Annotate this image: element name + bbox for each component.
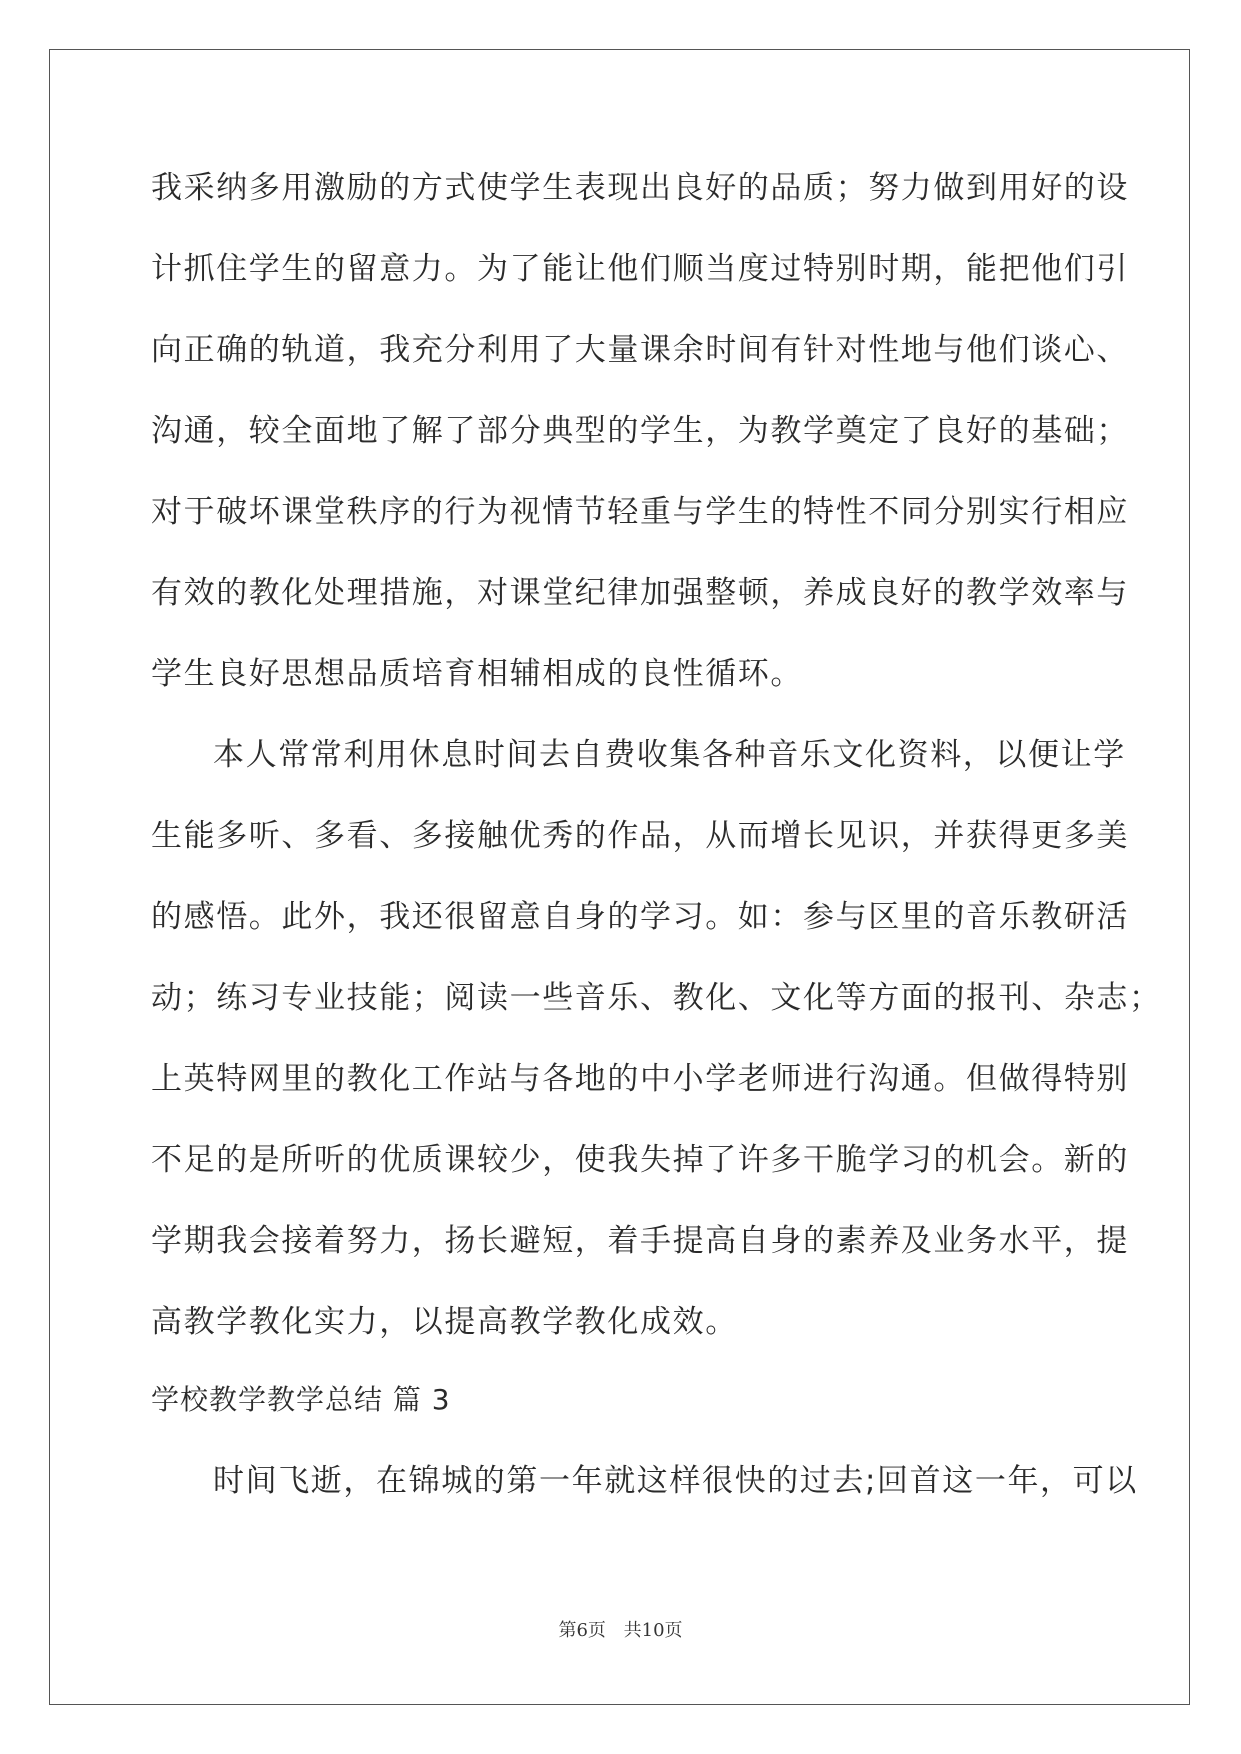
paragraph-line: 上英特网里的教化工作站与各地的中小学老师进行沟通。但做得特别 bbox=[151, 1061, 1129, 1097]
paragraph-line: 本人常常利用休息时间去自费收集各种音乐文化资料，以便让学 bbox=[213, 737, 1126, 773]
paragraph-line: 的感悟。此外，我还很留意自身的学习。如：参与区里的音乐教研活 bbox=[151, 899, 1129, 935]
paragraph-line: 生能多听、多看、多接触优秀的作品，从而增长见识，并获得更多美 bbox=[151, 818, 1129, 854]
paragraph-line: 高教学教化实力，以提高教学教化成效。 bbox=[151, 1304, 738, 1340]
paragraph-line: 我采纳多用激励的方式使学生表现出良好的品质；努力做到用好的设 bbox=[151, 170, 1129, 206]
paragraph-line: 动；练习专业技能；阅读一些音乐、教化、文化等方面的报刊、杂志； bbox=[151, 980, 1162, 1016]
section-heading: 学校教学教学总结 篇 3 bbox=[151, 1383, 451, 1416]
page-footer bbox=[0, 1616, 1241, 1642]
paragraph-line: 沟通，较全面地了解了部分典型的学生，为教学奠定了良好的基础； bbox=[151, 413, 1129, 449]
paragraph-line: 学生良好思想品质培育相辅相成的良性循环。 bbox=[151, 656, 803, 692]
paragraph-line: 计抓住学生的留意力。为了能让他们顺当度过特别时期，能把他们引 bbox=[151, 251, 1129, 287]
paragraph-line: 时间飞逝，在锦城的第一年就这样很快的过去;回首这一年，可以 bbox=[213, 1463, 1138, 1499]
paragraph-line: 学期我会接着努力，扬长避短，着手提高自身的素养及业务水平，提 bbox=[151, 1223, 1129, 1259]
page-number: 第6页 bbox=[558, 1620, 606, 1641]
page-border bbox=[49, 49, 1190, 1705]
page-total: 共10页 bbox=[623, 1620, 683, 1641]
paragraph-line: 对于破坏课堂秩序的行为视情节轻重与学生的特性不同分别实行相应 bbox=[151, 494, 1129, 530]
paragraph-line: 不足的是所听的优质课较少，使我失掉了许多干脆学习的机会。新的 bbox=[151, 1142, 1129, 1178]
paragraph-line: 有效的教化处理措施，对课堂纪律加强整顿，养成良好的教学效率与 bbox=[151, 575, 1129, 611]
paragraph-line: 向正确的轨道，我充分利用了大量课余时间有针对性地与他们谈心、 bbox=[151, 332, 1129, 368]
